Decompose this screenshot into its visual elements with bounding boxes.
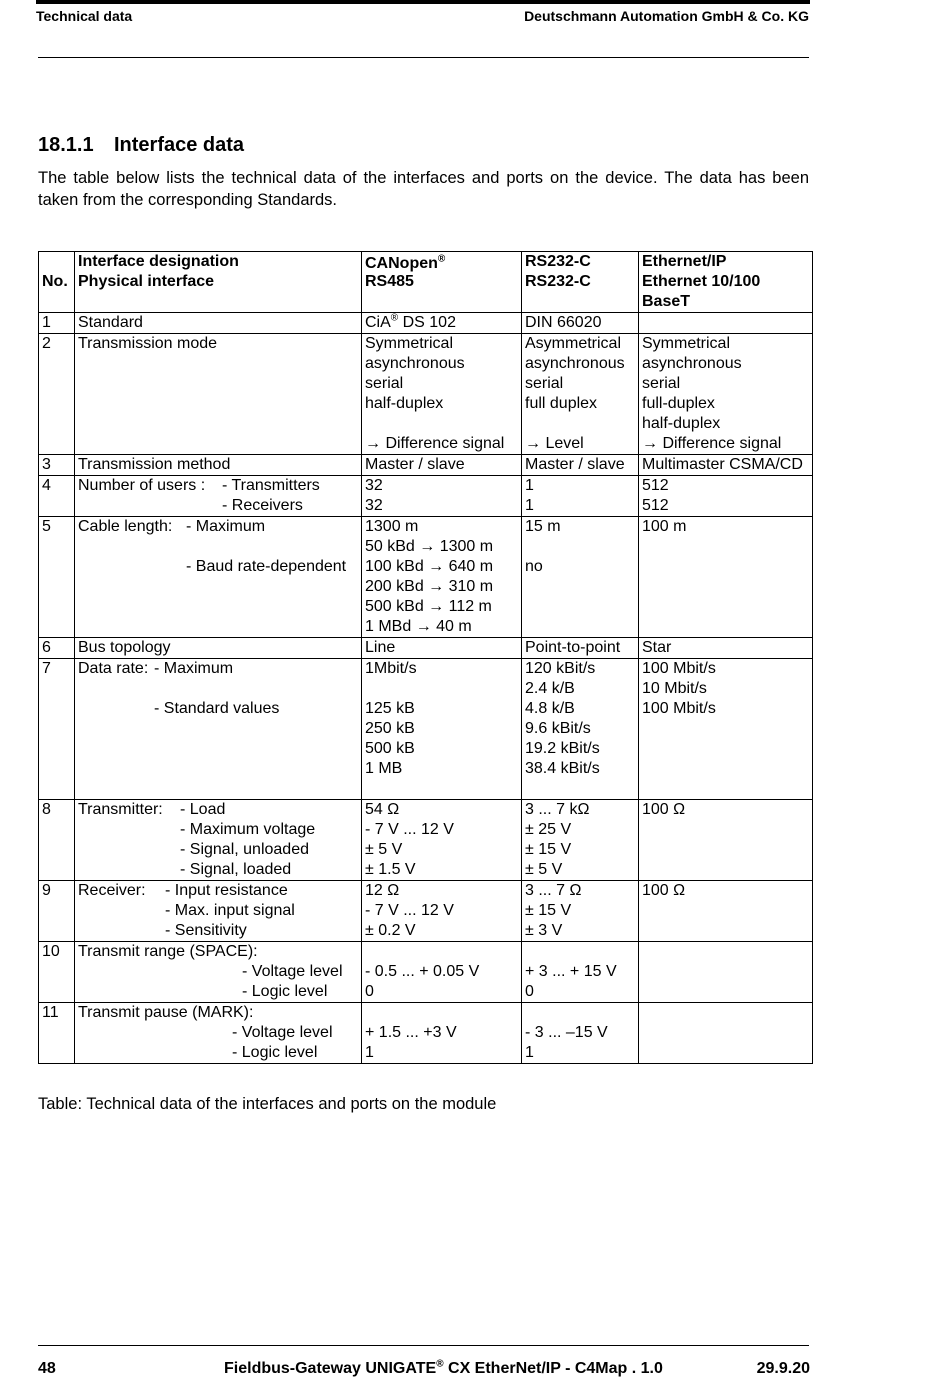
row-number: 8 — [39, 800, 75, 881]
row-label: Standard — [75, 313, 362, 334]
row-number: 4 — [39, 476, 75, 517]
cell-rs232: 3 ... 7 Ω ± 15 V ± 3 V — [522, 881, 639, 942]
cell-canopen: Symmetrical asynchronous serial half-duplex → Difference signal — [362, 334, 522, 455]
cell-ethernet: 100 Ω — [639, 881, 813, 942]
cell-rs232: Master / slave — [522, 455, 639, 476]
cell-rs232: 120 kBit/s 2.4 k/B 4.8 k/B 9.6 kBit/s 19.2 kBit/s 38.4 kBit/s — [522, 659, 639, 800]
table-row — [39, 659, 813, 800]
cell-canopen: 32 32 — [362, 476, 522, 517]
row-label: Cable length: - Maximum - Baud rate-dependent — [75, 517, 362, 638]
row-number: 5 — [39, 517, 75, 638]
header-divider — [38, 57, 809, 58]
section-heading — [38, 134, 244, 157]
table-row — [39, 334, 813, 455]
footer-title: Fieldbus-Gateway UNIGATE® CX EtherNet/IP - C4Map . 1.0 — [224, 1358, 663, 1377]
cell-canopen: CiA® DS 102 — [362, 313, 522, 334]
cell-rs232: + 3 ... + 15 V 0 — [522, 942, 639, 1003]
cell-canopen: - 0.5 ... + 0.05 V 0 — [362, 942, 522, 1003]
cell-ethernet: Multimaster CSMA/CD — [639, 455, 813, 476]
row-number: 9 — [39, 881, 75, 942]
cell-canopen: 1Mbit/s 125 kB 250 kB 500 kB 1 MB — [362, 659, 522, 800]
cell-ethernet — [639, 313, 813, 334]
table-row — [39, 800, 813, 881]
cell-canopen: Line — [362, 638, 522, 659]
cell-canopen: 12 Ω - 7 V ... 12 V ± 0.2 V — [362, 881, 522, 942]
header-right: Deutschmann Automation GmbH & Co. KG — [524, 8, 809, 24]
cell-rs232: 3 ... 7 kΩ ± 25 V ± 15 V ± 5 V — [522, 800, 639, 881]
cell-ethernet: 100 Mbit/s 10 Mbit/s 100 Mbit/s — [639, 659, 813, 800]
cell-ethernet: 100 Ω — [639, 800, 813, 881]
cell-canopen: 1300 m 50 kBd → 1300 m 100 kBd → 640 m 200 kBd → 310 m 500 kBd → 112 m 1 MBd → 40 m — [362, 517, 522, 638]
row-label: Transmission mode — [75, 334, 362, 455]
cell-canopen: + 1.5 ... +3 V 1 — [362, 1003, 522, 1064]
header-no-cell: No. — [39, 252, 75, 313]
row-label: Receiver: - Input resistance - Max. input signal - Sensitivity — [75, 881, 362, 942]
cell-rs232: - 3 ... –15 V 1 — [522, 1003, 639, 1064]
intro-paragraph: The table below lists the technical data of the interfaces and ports on the device. The data has been taken from the corresponding Standards. — [38, 169, 809, 209]
row-label: Bus topology — [75, 638, 362, 659]
header-designation-cell: Interface designation Physical interface — [75, 252, 362, 313]
cell-ethernet: Star — [639, 638, 813, 659]
cell-ethernet: 512 512 — [639, 476, 813, 517]
row-number: 3 — [39, 455, 75, 476]
table-row — [39, 517, 813, 638]
row-label: Transmitter: - Load - Maximum voltage - Signal, unloaded - Signal, loaded — [75, 800, 362, 881]
section-title: Interface data — [114, 134, 245, 156]
cell-ethernet — [639, 1003, 813, 1064]
header-left: Technical data — [36, 8, 133, 24]
row-label: Data rate: - Maximum - Standard values — [75, 659, 362, 800]
table-row — [39, 1003, 813, 1064]
table-caption: Table: Technical data of the interfaces and ports on the module — [38, 1095, 497, 1113]
cell-ethernet — [639, 942, 813, 1003]
header-rs232-cell: RS232-C RS232-C — [522, 252, 639, 313]
header-ethernet-cell: Ethernet/IP Ethernet 10/100 BaseT — [639, 252, 813, 313]
row-label: Transmit pause (MARK): - Voltage level - Logic level — [75, 1003, 362, 1064]
footer-divider — [38, 1345, 809, 1346]
table-row — [39, 455, 813, 476]
cell-rs232: 15 m no — [522, 517, 639, 638]
row-number: 11 — [39, 1003, 75, 1064]
cell-ethernet: 100 m — [639, 517, 813, 638]
table-row — [39, 313, 813, 334]
row-label: Transmit range (SPACE): - Voltage level - Logic level — [75, 942, 362, 1003]
row-label: Transmission method — [75, 455, 362, 476]
row-label: Number of users : - Transmitters - Receivers — [75, 476, 362, 517]
row-number: 6 — [39, 638, 75, 659]
table-header-row — [39, 252, 813, 313]
row-number: 7 — [39, 659, 75, 800]
table-row — [39, 942, 813, 1003]
cell-rs232: 1 1 — [522, 476, 639, 517]
header-canopen-cell: CANopen® RS485 — [362, 252, 522, 313]
cell-rs232: Point-to-point — [522, 638, 639, 659]
header-rule-top — [36, 0, 810, 4]
cell-rs232: Asymmetrical asynchronous serial full duplex → Level — [522, 334, 639, 455]
row-number: 1 — [39, 313, 75, 334]
table-row — [39, 638, 813, 659]
cell-ethernet: Symmetrical asynchronous serial full-duplex half-duplex → Difference signal — [639, 334, 813, 455]
row-number: 10 — [39, 942, 75, 1003]
cell-canopen: 54 Ω - 7 V ... 12 V ± 5 V ± 1.5 V — [362, 800, 522, 881]
page-number: 48 — [38, 1360, 56, 1377]
row-number: 2 — [39, 334, 75, 455]
interface-data-table — [38, 251, 813, 1064]
cell-rs232: DIN 66020 — [522, 313, 639, 334]
footer-date: 29.9.20 — [756, 1360, 810, 1377]
cell-canopen: Master / slave — [362, 455, 522, 476]
table-row — [39, 476, 813, 517]
table-row — [39, 881, 813, 942]
section-number: 18.1.1 — [38, 134, 94, 156]
